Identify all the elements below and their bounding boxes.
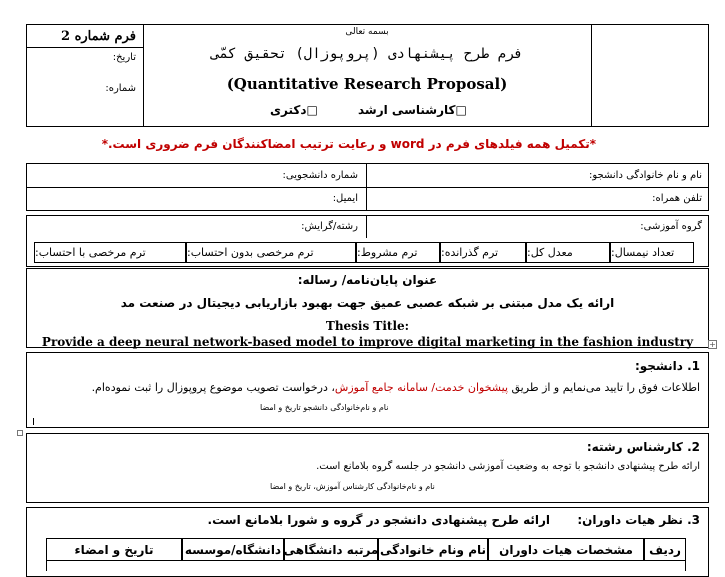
header-right-divider bbox=[591, 25, 592, 126]
section1-text-before: اطلاعات فوق را تایید می‌نمایم و از طریق bbox=[508, 381, 700, 394]
passed-terms-cell[interactable] bbox=[440, 242, 526, 263]
table-move-handle[interactable]: + bbox=[709, 340, 716, 349]
leave-uncounted-label: ترم مرخصی بدون احتساب: bbox=[187, 246, 314, 259]
student-info-hline bbox=[27, 187, 708, 188]
gpa-cell[interactable] bbox=[526, 242, 610, 263]
header-left-line bbox=[27, 47, 143, 48]
number-label: شماره: bbox=[105, 83, 136, 94]
reviewers-col-university bbox=[182, 538, 284, 561]
notice-text: *تکمیل همه فیلدهای فرم در word و رعایت ترتیب امضاکنندگان فرم ضروری است.* bbox=[101, 137, 596, 151]
section3-heading: 3. نظر هیات داوران: bbox=[577, 513, 700, 527]
leave-counted-label: ترم مرخصی با احتساب: bbox=[35, 246, 146, 259]
section1-statement bbox=[40, 382, 700, 393]
degree-phd-checkbox[interactable]: □دکتری bbox=[270, 103, 318, 117]
thesis-title-fa[interactable]: ارائه یک مدل مبتنی بر شبکه عصبی عمیق جهت بهبود بازاریابی دیجیتال در صنعت مد bbox=[120, 296, 615, 310]
probation-terms-cell[interactable] bbox=[356, 242, 440, 263]
phone-field[interactable]: تلفن همراه: bbox=[652, 193, 702, 204]
student-name-field[interactable]: نام و نام خانوادگی دانشجو: bbox=[588, 170, 702, 181]
form-title-fa: فرم طرح پیشنهادی (پروپوزال) تحقیق کمّی bbox=[211, 46, 523, 62]
reviewers-col-spec bbox=[488, 538, 644, 561]
form-number: فرم شماره 2 bbox=[61, 29, 136, 44]
section1-portal-link[interactable]: پیشخوان خدمت/ سامانه جامع آموزش bbox=[334, 381, 509, 394]
col-university-label: دانشگاه/موسسه bbox=[184, 542, 282, 557]
col-row-label: ردیف bbox=[649, 542, 681, 557]
reviewers-row-1[interactable] bbox=[46, 561, 686, 571]
student-id-field[interactable]: شماره دانشجویی: bbox=[282, 170, 358, 181]
degree-masters-checkbox[interactable]: □کارشناسی ارشد bbox=[358, 103, 467, 117]
section1-heading: 1. دانشجو: bbox=[634, 359, 700, 373]
section1-signature[interactable]: نام و نام‌خانوادگی دانشجو تاریخ و امضا bbox=[260, 403, 389, 412]
student-info-vline bbox=[366, 164, 367, 210]
form-title-en: (Quantitative Research Proposal) bbox=[226, 75, 508, 93]
section2-statement: ارائه طرح پیشنهادی دانشجو با توجه به وضعیت آموزشی دانشجو در جلسه گروه بلامانع است. bbox=[316, 461, 700, 472]
reviewers-col-signature bbox=[46, 538, 182, 561]
email-field[interactable]: ایمیل: bbox=[332, 193, 358, 204]
section1-text-after: ، درخواست تصویب موضوع پروپوزال را ثبت نموده‌ام. bbox=[91, 381, 335, 394]
group-field[interactable]: گروه آموزشی: bbox=[640, 221, 702, 232]
col-signature-label: تاریخ و امضاء bbox=[74, 542, 154, 557]
required-notice bbox=[101, 137, 596, 151]
bismillah: بسمه تعالی bbox=[345, 27, 389, 37]
thesis-title-en-label: Thesis Title: bbox=[325, 319, 410, 333]
term-count-label: تعداد نیمسال: bbox=[611, 246, 675, 259]
field-field[interactable]: رشته/گرایش: bbox=[301, 221, 358, 232]
date-label: تاریخ: bbox=[112, 52, 136, 63]
leave-counted-cell[interactable] bbox=[34, 242, 186, 263]
term-count-cell[interactable] bbox=[610, 242, 694, 263]
thesis-title-label: عنوان پایان‌نامه/ رساله: bbox=[297, 273, 438, 287]
thesis-title-en[interactable]: Provide a deep neural network-based model to improve digital marketing in the fashion industry bbox=[41, 335, 694, 349]
section3-statement: ارائه طرح پیشنهادی دانشجو در گروه و شورا بلامانع است. bbox=[207, 513, 550, 527]
section1-cursor-mark bbox=[33, 418, 34, 425]
section-resize-handle[interactable] bbox=[17, 430, 23, 436]
academic-vline bbox=[366, 216, 367, 238]
col-rank-label: مرتبه دانشگاهی bbox=[283, 542, 379, 557]
section2-signature[interactable]: نام و نام‌خانوادگی کارشناس آموزش، تاریخ و امضا bbox=[270, 482, 435, 491]
passed-terms-label: ترم گذرانده: bbox=[441, 246, 499, 259]
reviewers-col-rank bbox=[284, 538, 378, 561]
leave-uncounted-cell[interactable] bbox=[186, 242, 356, 263]
reviewers-col-row bbox=[644, 538, 686, 561]
header-left-divider bbox=[143, 25, 144, 126]
reviewers-col-name bbox=[378, 538, 488, 561]
gpa-label: معدل کل: bbox=[527, 246, 573, 259]
col-spec-label: مشخصات هیات داوران bbox=[499, 542, 633, 557]
section2-heading: 2. کارشناس رشته: bbox=[586, 440, 700, 454]
probation-terms-label: ترم مشروط: bbox=[357, 246, 418, 259]
col-name-label: نام ونام خانوادگی bbox=[380, 542, 487, 557]
